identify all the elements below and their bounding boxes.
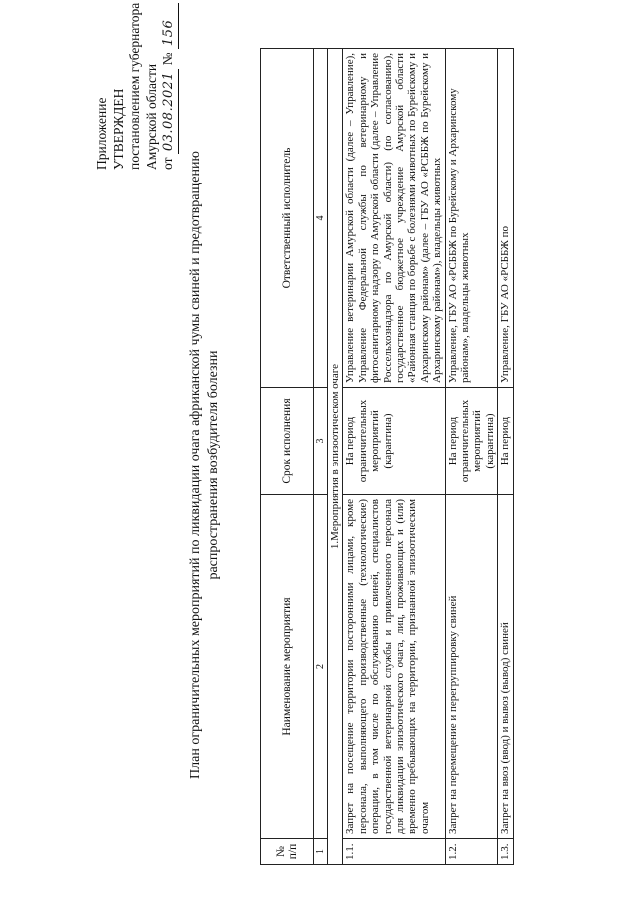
table-row [498,49,513,865]
approval-line-region: Амурской области [143,63,159,170]
handwritten-date: 03.08.2021 [161,69,179,154]
row-measure: Запрет на ввоз (ввод) и вывоз (вывод) свиней [498,495,513,839]
row-term: На период ограничительных мероприятий (карантина) [445,388,498,495]
section-row [328,49,343,865]
table-row [445,49,498,865]
approval-block [94,0,179,170]
header-executor: Ответственный исполнитель [261,49,314,388]
table-header-row [261,49,314,865]
header-term: Срок исполнения [261,388,314,495]
title-line-2: распространения возбудителя болезни [206,350,221,580]
approval-line-resolution: постановлением губернатора [127,2,143,170]
measures-table [260,48,514,865]
approval-line-appendix: Приложение [94,97,109,170]
row-executor: Управление, ГБУ АО «РСББЖ по [498,49,513,388]
table-row [343,49,445,865]
column-number: 4 [314,49,328,388]
number-prefix: № [160,52,176,66]
header-num: № п/п [261,839,314,865]
row-term: На период [498,388,513,495]
header-name: Наименование мероприятия [261,495,314,839]
row-num: 1.2. [445,839,498,865]
row-measure: Запрет на посещение территории посторонними лицами, кроме персонала, выполняющего производственные (технологические) операции, в том числе по обслуживанию свиней, специалистов государственной ветеринарной службы и привлеченного персонала для ликвидации эпизоотического очага, лиц, проживающих и (или) временно пребывающих на территории, признанной эпизоотическим очагом [343,495,445,839]
title-line-1: План ограничительных мероприятий по ликвидации очага африканской чумы свиней и предотвращению [188,151,203,779]
row-measure: Запрет на перемещение и перегруппировку свиней [445,495,498,839]
document-title [187,65,223,865]
column-number-row [314,49,328,865]
column-number: 1 [314,839,328,865]
row-term: На период ограничительных мероприятий (карантина) [343,388,445,495]
row-executor: Управление, ГБУ АО «РСББЖ по Бурейскому и Архаринскому районам», владельцы животных [445,49,498,388]
handwritten-number: 156 [161,3,179,49]
row-num: 1.1. [343,839,445,865]
approval-line-approved: УТВЕРЖДЕН [110,88,126,170]
row-num: 1.3. [498,839,513,865]
column-number: 3 [314,388,328,495]
row-executor: Управление ветеринарии Амурской области (далее – Управление), Управление Федеральной службы по ветеринарному и фитосанитарному надзору по Амурской области (далее – Управление Россельхознадзора по Амурской области) (по согласованию), государственное бюджетное учреждение Амурской области «Районная станция по борьбе с болезнями животных по Бурейскому и Архаринскому районам» (далее – ГБУ АО «РСББЖ по Бурейскому и Архаринскому районам»), владельцы животных [343,49,445,388]
column-number: 2 [314,495,328,839]
date-prefix: от [160,157,176,170]
approval-date-line [160,0,179,170]
section-title: 1.Мероприятия в эпизоотическом очаге [328,49,343,865]
